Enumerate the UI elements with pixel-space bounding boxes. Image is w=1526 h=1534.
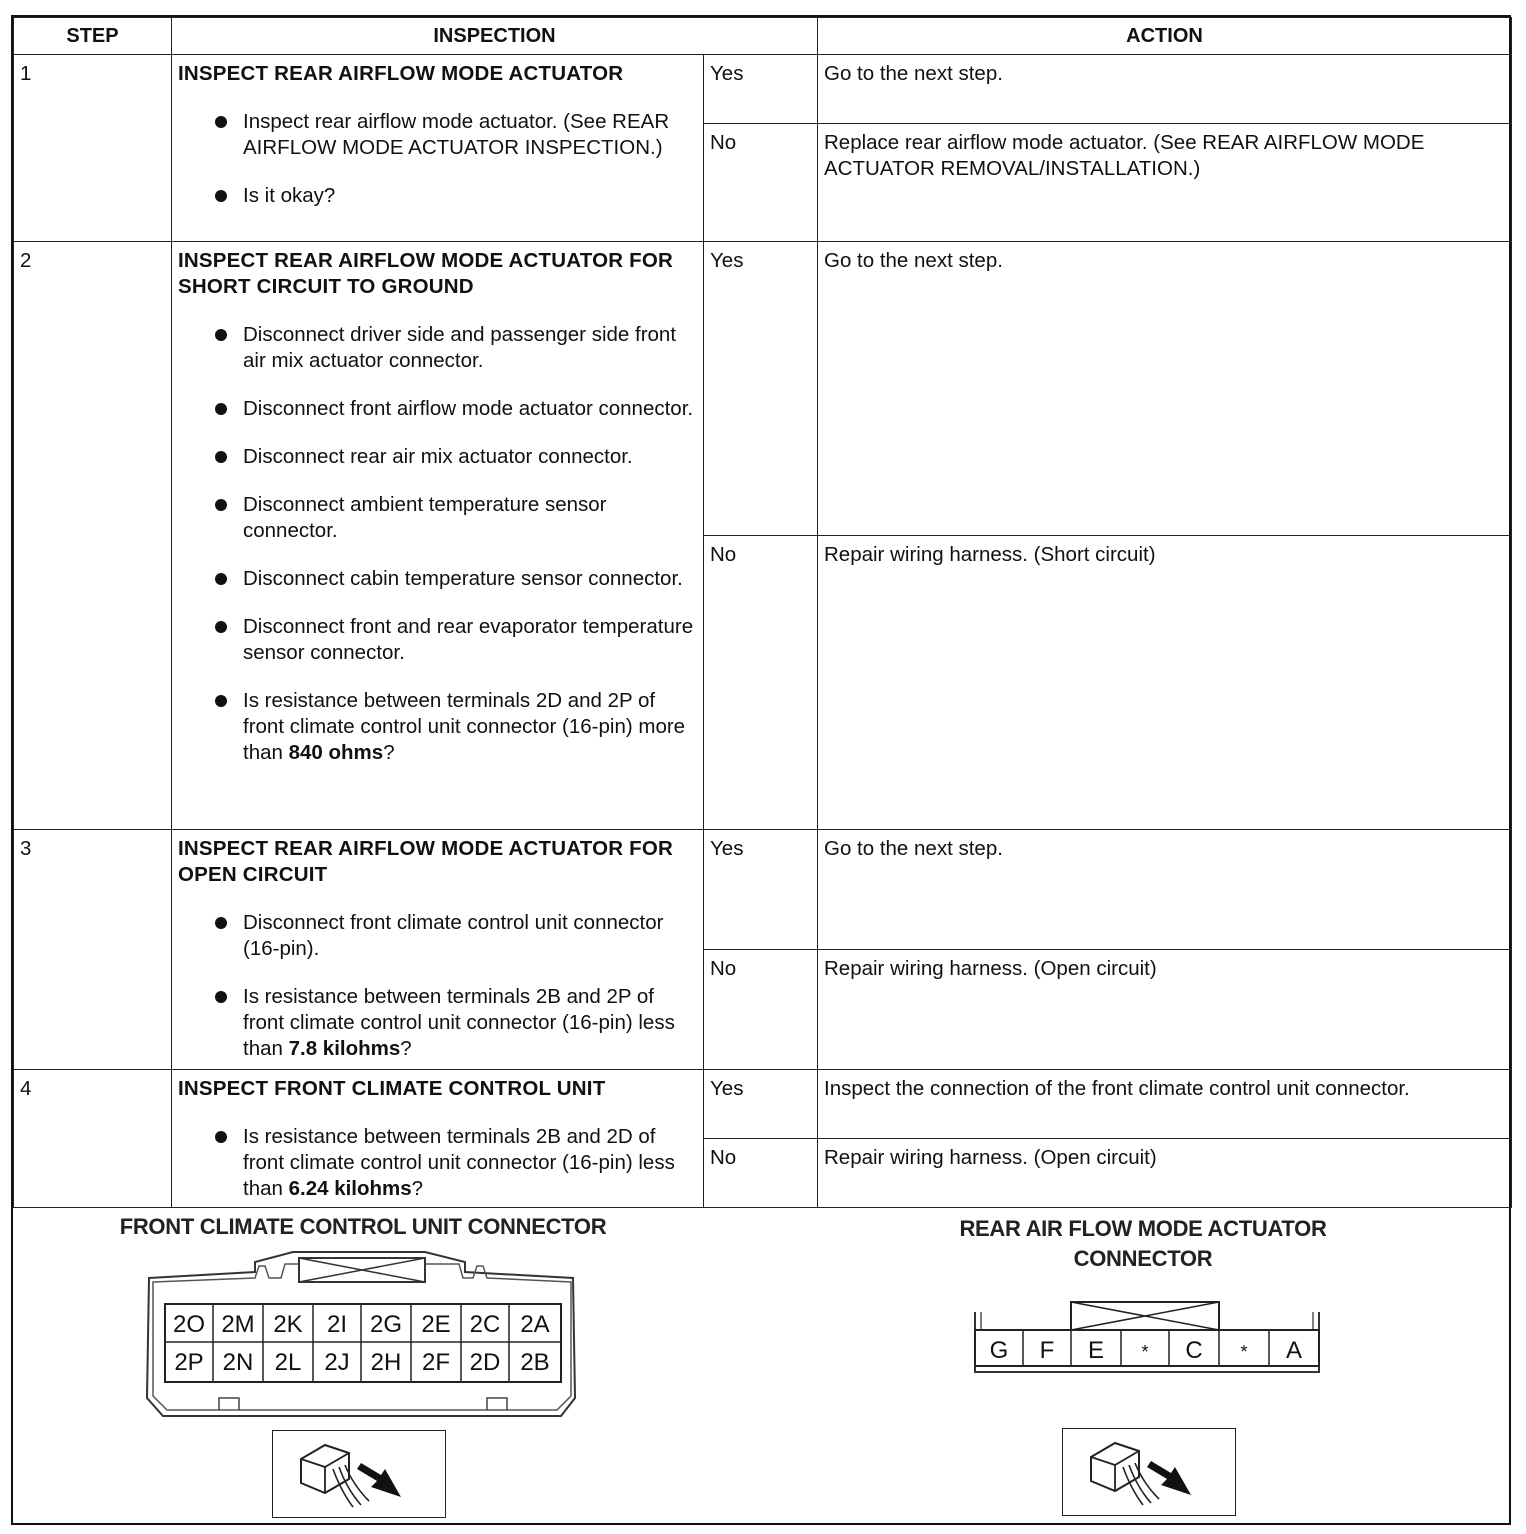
- harness-connector-icon: [1087, 1437, 1207, 1509]
- bullet-item: Disconnect driver side and passenger side front air mix actuator connector.: [178, 322, 697, 374]
- bullet-list: [178, 910, 697, 1062]
- pin-label: 2I: [326, 1311, 348, 1338]
- step-title: INSPECT FRONT CLIMATE CONTROL UNIT: [178, 1077, 606, 1100]
- pin-label: 2O: [172, 1311, 206, 1338]
- pin-label: 2J: [324, 1349, 350, 1376]
- rear-connector-title-line2: CONNECTOR: [1073, 1246, 1213, 1271]
- pin-label: F: [1039, 1337, 1055, 1364]
- bullet-item: Disconnect front airflow mode actuator connector.: [178, 396, 697, 422]
- pin-label: 2E: [421, 1311, 451, 1338]
- pin-label: C: [1185, 1337, 1203, 1364]
- procedure-frame: [11, 15, 1511, 1525]
- pin-label: 2P: [174, 1349, 204, 1376]
- bullet-item: [178, 984, 697, 1062]
- pin-label: G: [989, 1337, 1009, 1364]
- bullet-text-end: ?: [383, 741, 395, 764]
- yes-label: Yes: [704, 1070, 818, 1139]
- header-inspection: INSPECTION: [172, 18, 818, 55]
- no-action: Repair wiring harness. (Open circuit): [818, 950, 1512, 1070]
- no-action: Repair wiring harness. (Short circuit): [818, 536, 1512, 830]
- pin-label: 2N: [222, 1349, 254, 1376]
- step-2-yes-row: [14, 242, 1512, 536]
- no-label: No: [704, 124, 818, 242]
- pin-label: 2K: [273, 1311, 303, 1338]
- bullet-item: Is it okay?: [178, 183, 697, 209]
- pin-label: 2M: [221, 1311, 255, 1338]
- step-number: 1: [14, 55, 172, 242]
- step-3-inspection: [172, 830, 704, 1070]
- yes-action: Inspect the connection of the front climate control unit connector.: [818, 1070, 1512, 1139]
- pin-label: 2C: [469, 1311, 501, 1338]
- no-label: No: [704, 950, 818, 1070]
- rear-connector-title: [893, 1214, 1393, 1274]
- step-1-inspection: [172, 55, 704, 242]
- bullet-text: Is resistance between terminals 2D and 2P of front climate control unit connector (16-pin) more than: [243, 689, 686, 764]
- bullet-item: [178, 688, 697, 766]
- step-title: INSPECT REAR AIRFLOW MODE ACTUATOR: [178, 62, 624, 85]
- pin-label: 2G: [369, 1311, 403, 1338]
- step-title: INSPECT REAR AIRFLOW MODE ACTUATOR FOR SHORT CIRCUIT TO GROUND: [178, 249, 674, 298]
- header-step: STEP: [14, 18, 172, 55]
- pin-label: 2H: [370, 1349, 402, 1376]
- pin-label: 2D: [469, 1349, 501, 1376]
- bullet-item: Inspect rear airflow mode actuator. (See REAR AIRFLOW MODE ACTUATOR INSPECTION.): [178, 109, 697, 161]
- step-3-yes-row: [14, 830, 1512, 950]
- pin-label: 2A: [520, 1311, 550, 1338]
- bullet-item: Disconnect cabin temperature sensor connector.: [178, 566, 697, 592]
- step-number: 2: [14, 242, 172, 830]
- step-2-inspection: [172, 242, 704, 830]
- step-4-yes-row: [14, 1070, 1512, 1139]
- yes-label: Yes: [704, 55, 818, 124]
- harness-side-icon-box: [1062, 1428, 1236, 1516]
- rear-connector-title-line1: REAR AIR FLOW MODE ACTUATOR: [959, 1216, 1327, 1241]
- pin-label: A: [1285, 1337, 1303, 1364]
- resistance-value: 6.24 kilohms: [288, 1177, 412, 1200]
- pin-label: E: [1087, 1337, 1105, 1364]
- bullet-list: [178, 1124, 697, 1202]
- no-label: No: [704, 1139, 818, 1208]
- header-action: ACTION: [818, 18, 1512, 55]
- front-connector-title: FRONT CLIMATE CONTROL UNIT CONNECTOR: [119, 1214, 607, 1239]
- bullet-list: [178, 322, 697, 766]
- front-connector-diagram: [143, 1246, 583, 1424]
- bullet-text-end: ?: [400, 1037, 412, 1060]
- bullet-item: Disconnect ambient temperature sensor connector.: [178, 492, 697, 544]
- yes-action: Go to the next step.: [818, 55, 1512, 124]
- bullet-item: Disconnect front and rear evaporator temperature sensor connector.: [178, 614, 697, 666]
- bullet-text-end: ?: [411, 1177, 424, 1200]
- bullet-text: Is resistance between terminals 2B and 2D of front climate control unit connector (16-pin) less than: [243, 1125, 675, 1200]
- resistance-value: 7.8 kilohms: [288, 1037, 401, 1060]
- pin-label: 2B: [520, 1349, 550, 1376]
- harness-side-icon-box: [272, 1430, 446, 1518]
- header-row: [14, 18, 1512, 55]
- step-number: 3: [14, 830, 172, 1070]
- no-action: Repair wiring harness. (Open circuit): [818, 1139, 1512, 1208]
- step-title: INSPECT REAR AIRFLOW MODE ACTUATOR FOR OPEN CIRCUIT: [178, 837, 674, 886]
- bullet-list: [178, 109, 697, 209]
- rear-connector-diagram: [971, 1298, 1327, 1382]
- harness-connector-icon: [297, 1439, 417, 1511]
- bullet-item: [178, 1124, 697, 1202]
- bullet-item: Disconnect rear air mix actuator connector.: [178, 444, 697, 470]
- bullet-text: Is resistance between terminals 2B and 2P of front climate control unit connector (16-pin) less than: [243, 985, 675, 1060]
- yes-action: Go to the next step.: [818, 830, 1512, 950]
- pin-label: 2F: [421, 1349, 451, 1376]
- yes-label: Yes: [704, 242, 818, 536]
- no-label: No: [704, 536, 818, 830]
- pin-label: 2L: [274, 1349, 302, 1376]
- pin-label: *: [1240, 1342, 1248, 1362]
- yes-label: Yes: [704, 830, 818, 950]
- step-4-inspection: [172, 1070, 704, 1208]
- resistance-value: 840 ohms: [288, 741, 384, 764]
- connector-diagrams: [13, 1208, 1511, 1525]
- step-number: 4: [14, 1070, 172, 1208]
- bullet-item: Disconnect front climate control unit connector (16-pin).: [178, 910, 697, 962]
- inspection-table: [13, 17, 1512, 1208]
- yes-action: Go to the next step.: [818, 242, 1512, 536]
- pin-label: *: [1141, 1342, 1149, 1362]
- no-action: Replace rear airflow mode actuator. (See REAR AIRFLOW MODE ACTUATOR REMOVAL/INSTALLATION.): [818, 124, 1512, 242]
- step-1-yes-row: [14, 55, 1512, 124]
